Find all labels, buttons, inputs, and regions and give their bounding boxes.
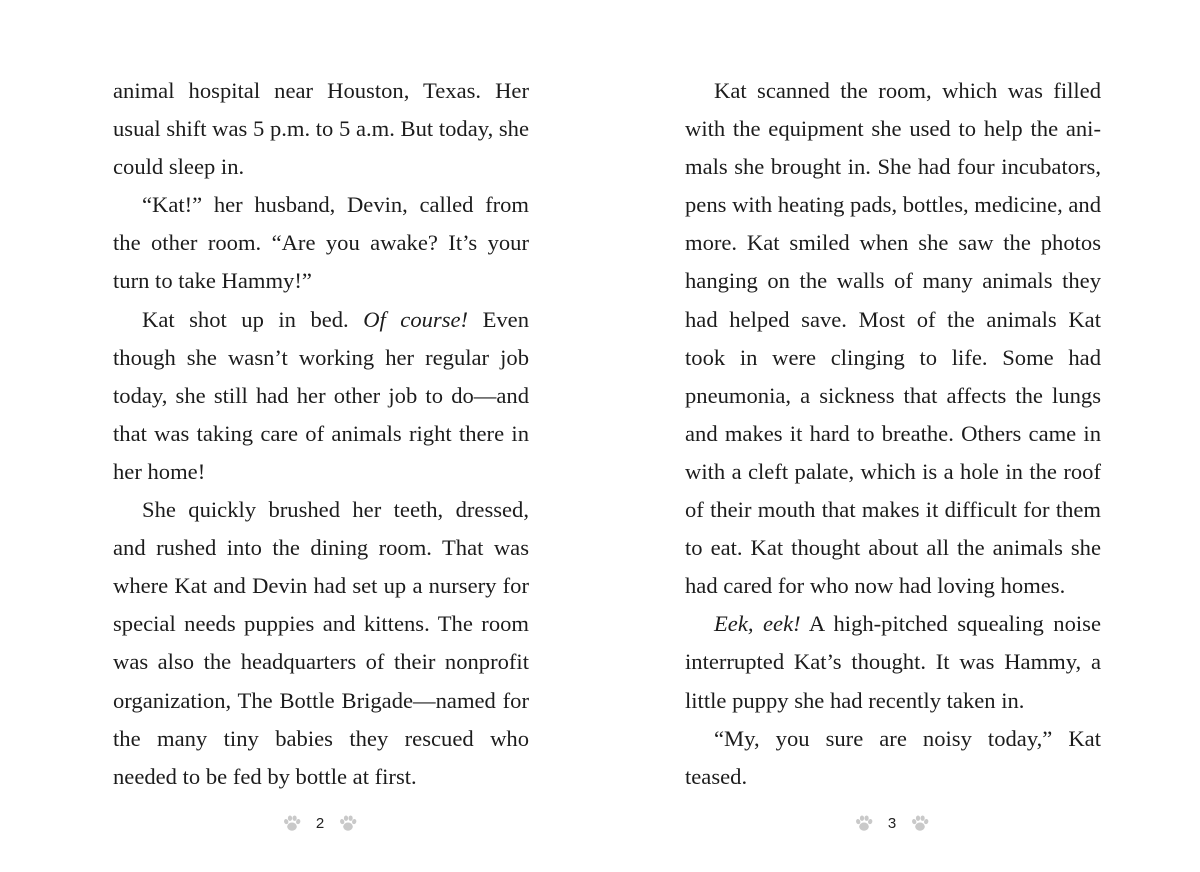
left-page: [113, 72, 529, 872]
paragraph-text: Kat scanned the room, which was filled with the equipment she used to help the animals she brought in. She had four incubators, pens with heating pads, bottles, medicine, and more. Kat smiled when she saw the photos hanging on the walls of many animals they had helped save. Most of the animals Kat took in were clinging to life. Some had pneumonia, a sickness that affects the lungs and makes it hard to breathe. Others came in with a cleft palate, which is a hole in the roof of their mouth that makes it difficult for them to eat. Kat thought about all the animals she had cared for who now had loving homes.: [685, 78, 1102, 599]
paragraph-text: Kat shot up in bed.: [142, 306, 364, 332]
page-number-left: 2: [315, 814, 325, 832]
right-folio: [832, 810, 952, 836]
paw-print-icon: [910, 813, 930, 833]
left-folio: [260, 810, 380, 836]
body-paragraph: [113, 72, 529, 186]
italic-text: Of course!: [363, 306, 469, 332]
paw-print-icon: [338, 813, 358, 833]
body-paragraph: [113, 186, 529, 300]
body-paragraph: [685, 720, 1101, 796]
paragraph-text: animal hospital near Houston, Texas. Her usual shift was 5 p.m. to 5 a.m. But today, she could sleep in.: [113, 78, 529, 180]
paragraph-text: She quickly brushed her teeth, dressed, and rushed into the dining room. That was where Kat and Devin had set up a nursery for special needs puppies and kittens. The room was also the headquarters of their nonprofit organization, The Bottle Brigade—named for the many tiny babies they rescued who needed to be fed by bottle at first.: [113, 497, 529, 789]
paw-print-icon: [854, 813, 874, 833]
italic-text: Eek, eek!: [714, 611, 801, 637]
right-page: [685, 72, 1101, 872]
paragraph-text: “My, you sure are noisy today,” Kat teased.: [685, 725, 1101, 789]
left-page-text: [113, 72, 529, 796]
body-paragraph: [685, 605, 1101, 719]
body-paragraph: [113, 301, 529, 491]
body-paragraph: [685, 72, 1101, 605]
body-paragraph: [113, 491, 529, 796]
paw-print-icon: [282, 813, 302, 833]
page-number-right: 3: [887, 814, 897, 832]
paragraph-text: A high-pitched squealing noise interrupted Kat’s thought. It was Hammy, a little puppy she had recently taken in.: [685, 611, 1101, 713]
paragraph-text: Even though she wasn’t working her regular job today, she still had her other job to do—and that was taking care of animals right there in her home!: [113, 306, 529, 484]
right-page-text: [685, 72, 1101, 796]
paragraph-text: “Kat!” her husband, Devin, called from the other room. “Are you awake? It’s your turn to take Hammy!”: [113, 192, 529, 294]
